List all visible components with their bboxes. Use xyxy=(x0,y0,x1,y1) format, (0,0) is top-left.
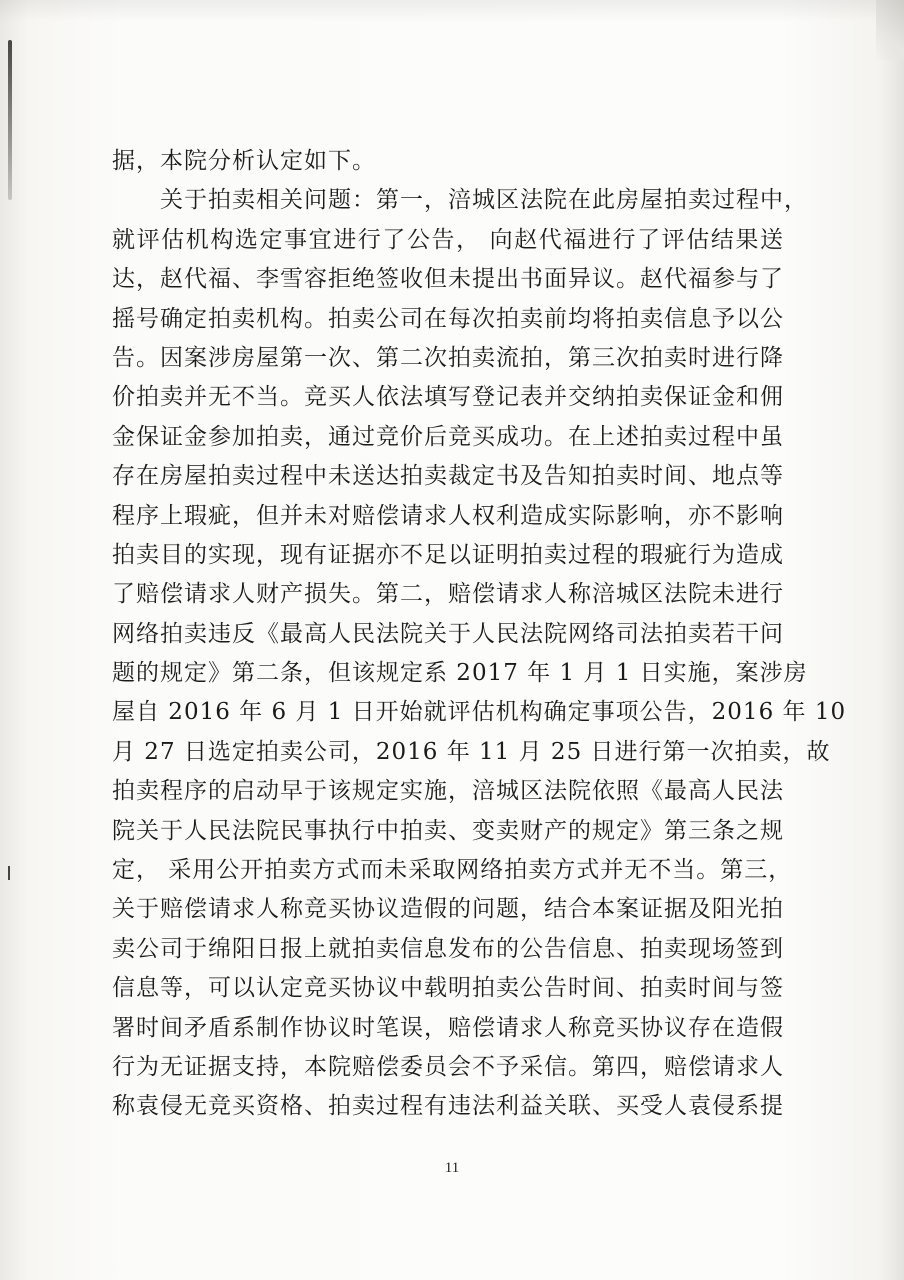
text-line: 就评估机构选定事宜进行了公告， 向赵代福进行了评估结果送 xyxy=(112,226,784,253)
scan-top-shadow xyxy=(0,0,904,22)
text-line: 告。因案涉房屋第一次、第二次拍卖流拍，第三次拍卖时进行降 xyxy=(112,344,784,371)
text-line: 金保证金参加拍卖，通过竞价后竞买成功。在上述拍卖过程中虽 xyxy=(112,423,784,450)
text-line: 拍卖程序的启动早于该规定实施，涪城区法院依照《最高人民法 xyxy=(112,778,784,805)
text-line: 卖公司于绵阳日报上就拍卖信息发布的公告信息、拍卖现场签到 xyxy=(112,935,784,962)
page-corner-fold xyxy=(876,0,904,60)
text-line: 网络拍卖违反《最高人民法院关于人民法院网络司法拍卖若干问 xyxy=(112,620,784,647)
text-line: 价拍卖并无不当。竞买人依法填写登记表并交纳拍卖保证金和佣 xyxy=(112,384,784,411)
text-line: 月 27 日选定拍卖公司，2016 年 11 月 25 日进行第一次拍卖，故 xyxy=(112,738,831,765)
text-line: 署时间矛盾系制作协议时笔误，赔偿请求人称竞买协议存在造假 xyxy=(112,1014,784,1041)
text-line: 屋自 2016 年 6 月 1 日开始就评估机构确定事项公告，2016 年 10 xyxy=(112,699,847,726)
text-line: 关于赔偿请求人称竞买协议造假的问题，结合本案证据及阳光拍 xyxy=(112,896,784,923)
text-line: 摇号确定拍卖机构。拍卖公司在每次拍卖前均将拍卖信息予以公 xyxy=(112,305,784,332)
text-line: 存在房屋拍卖过程中未送达拍卖裁定书及告知拍卖时间、地点等 xyxy=(112,463,784,490)
text-line: 定， 采用公开拍卖方式而未采取网络拍卖方式并无不当。第三， xyxy=(112,857,793,884)
text-line: 了赔偿请求人财产损失。第二，赔偿请求人称涪城区法院未进行 xyxy=(112,581,784,608)
text-line: 拍卖目的实现，现有证据亦不足以证明拍卖过程的瑕疵行为造成 xyxy=(112,541,784,568)
binding-mark xyxy=(8,40,12,200)
text-line: 据，本院分析认定如下。 xyxy=(112,148,376,174)
text-line: 题的规定》第二条，但该规定系 2017 年 1 月 1 日实施，案涉房 xyxy=(112,660,808,687)
margin-mark xyxy=(8,866,10,880)
text-line: 行为无证据支持，本院赔偿委员会不予采信。第四，赔偿请求人 xyxy=(112,1053,784,1080)
text-line: 程序上瑕疵，但并未对赔偿请求人权利造成实际影响，亦不影响 xyxy=(112,502,784,529)
document-body xyxy=(112,142,847,1127)
text-line: 达，赵代福、李雪容拒绝签收但未提出书面异议。赵代福参与了 xyxy=(112,266,784,293)
text-line: 信息等，可以认定竞买协议中载明拍卖公告时间、拍卖时间与签 xyxy=(112,975,784,1002)
text-line: 院关于人民法院民事执行中拍卖、变卖财产的规定》第三条之规 xyxy=(112,817,784,844)
text-line: 关于拍卖相关问题：第一，涪城区法院在此房屋拍卖过程中， xyxy=(160,187,808,214)
page-number: 11 xyxy=(444,1160,460,1176)
text-line: 称袁侵无竞买资格、拍卖过程有违法利益关联、买受人袁侵系提 xyxy=(112,1093,784,1120)
